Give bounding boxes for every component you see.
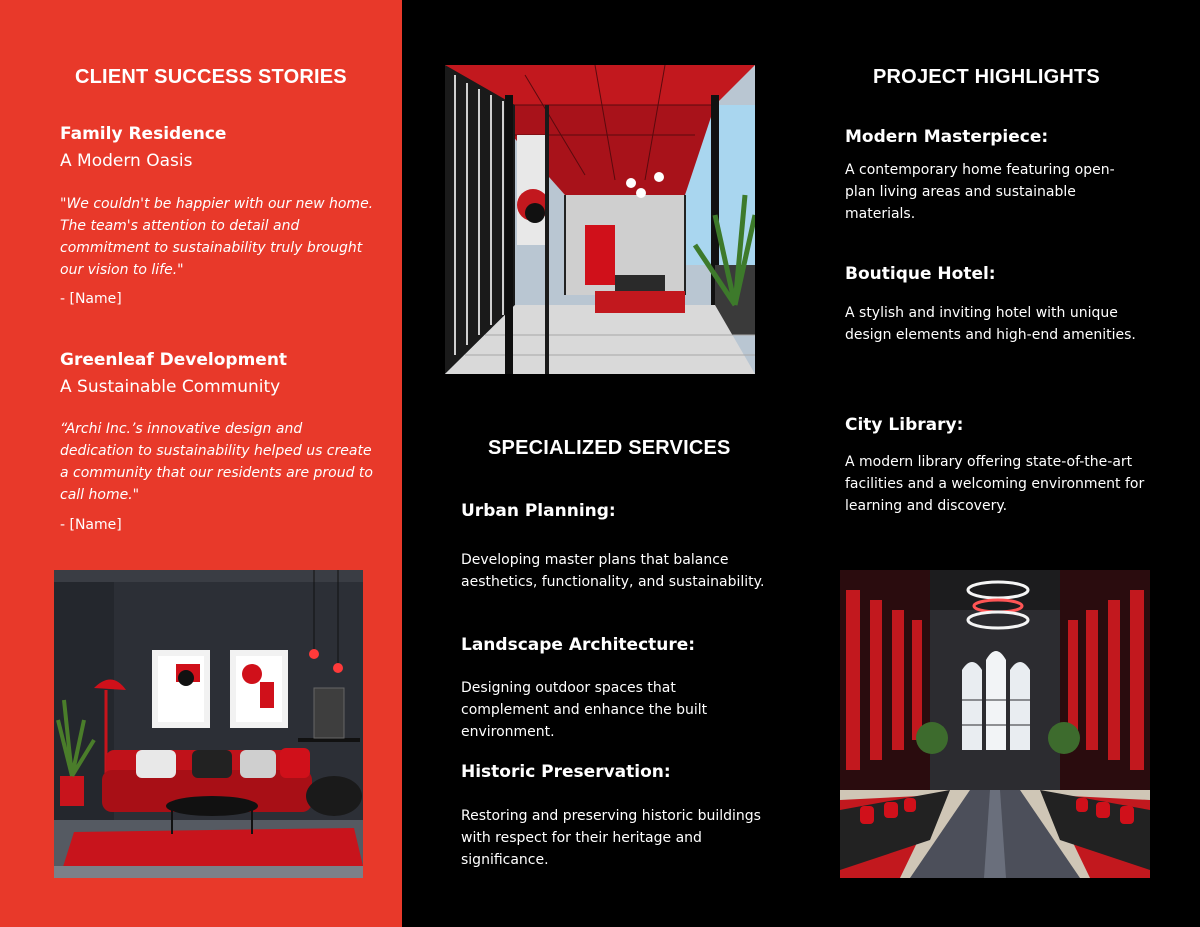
story-subtitle: A Sustainable Community: [60, 377, 281, 397]
story-title: Family Residence: [60, 124, 227, 144]
client-stories-heading: CLIENT SUCCESS STORIES: [75, 66, 347, 88]
story-subtitle: A Modern Oasis: [60, 151, 193, 171]
project-description: A stylish and inviting hotel with unique design elements and high-end amenities.: [845, 305, 1136, 343]
story-author: - [Name]: [60, 517, 122, 533]
service-description: Restoring and preserving historic buildings with respect for their heritage and significance.: [461, 808, 761, 868]
service-title: Urban Planning:: [461, 501, 616, 521]
specialized-services-heading: SPECIALIZED SERVICES: [488, 437, 731, 459]
service-description: Designing outdoor spaces that complement and enhance the built environment.: [461, 680, 708, 740]
library-interior-photo: [840, 570, 1150, 878]
story-author: - [Name]: [60, 291, 122, 307]
project-title: Modern Masterpiece:: [845, 127, 1049, 147]
project-description: A modern library offering state-of-the-art facilities and a welcoming environment for learning and discovery.: [845, 454, 1145, 514]
project-title: City Library:: [845, 415, 964, 435]
project-description: A contemporary home featuring open-plan living areas and sustainable materials.: [845, 162, 1115, 222]
service-title: Historic Preservation:: [461, 762, 671, 782]
modern-pavilion-photo: [445, 65, 755, 374]
service-description: Developing master plans that balance aesthetics, functionality, and sustainability.: [461, 552, 765, 590]
project-title: Boutique Hotel:: [845, 264, 996, 284]
service-title: Landscape Architecture:: [461, 635, 696, 655]
project-highlights-heading: PROJECT HIGHLIGHTS: [873, 66, 1100, 88]
story-quote: "We couldn't be happier with our new home. The team's attention to detail and commitment to sustainability truly brought our vision to life.": [60, 196, 374, 278]
story-title: Greenleaf Development: [60, 350, 288, 370]
story-quote: “Archi Inc.’s innovative design and dedication to sustainability helped us create a community that our residents are proud to call home.": [60, 421, 373, 503]
living-room-photo: [54, 570, 363, 878]
